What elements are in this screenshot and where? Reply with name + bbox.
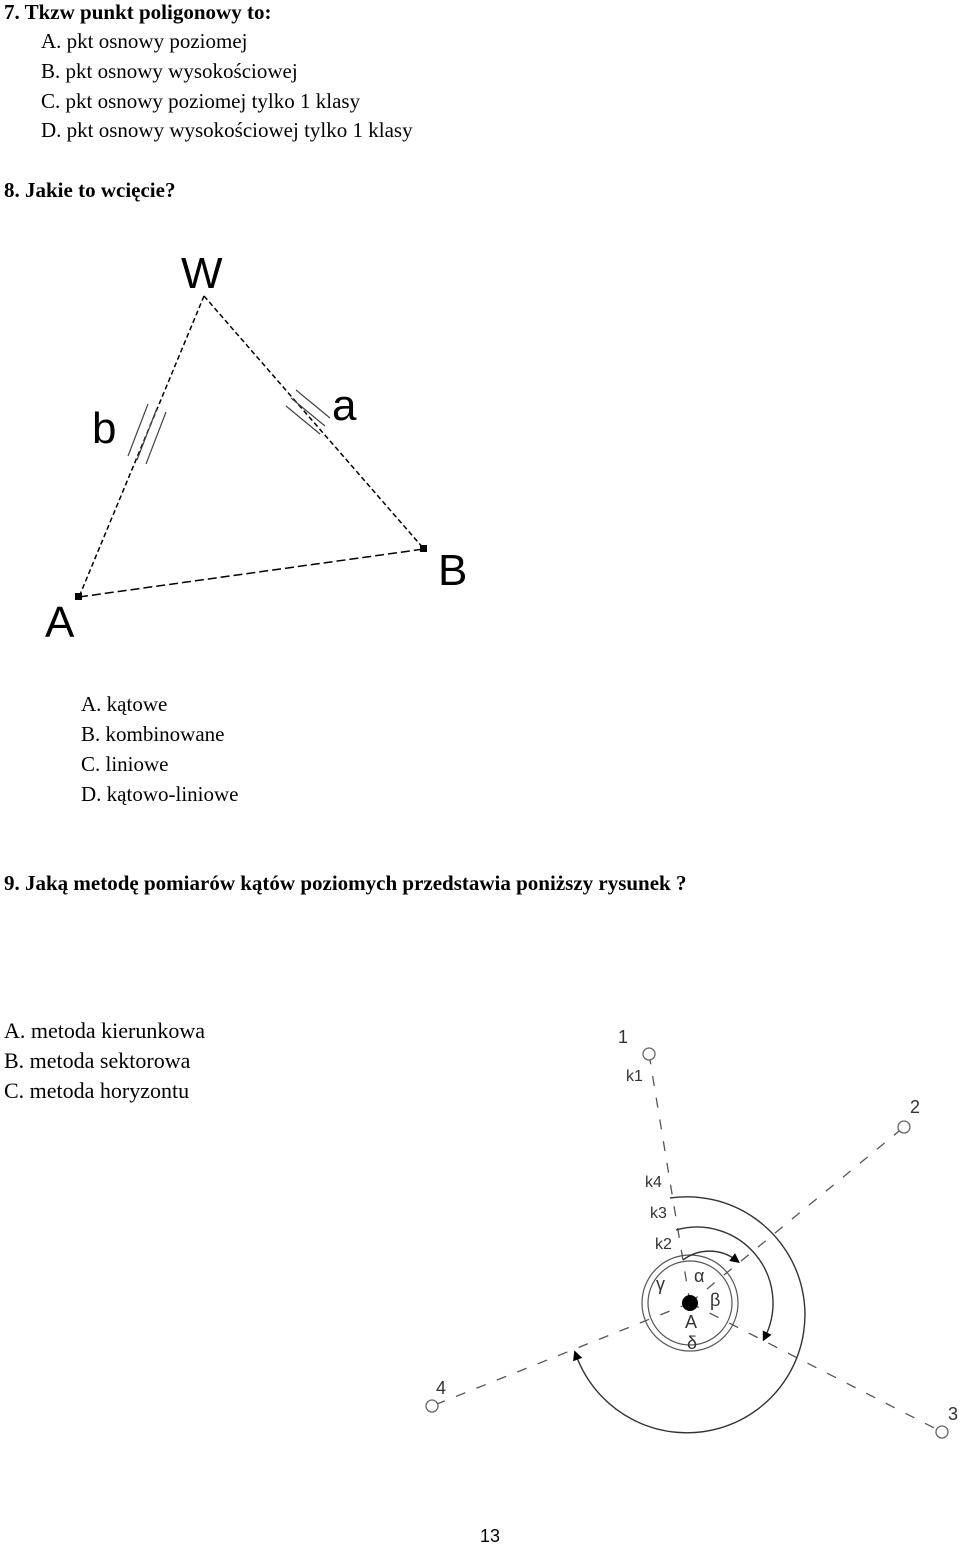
q7-title: 7. Tkzw punkt poligonowy to: xyxy=(4,0,272,24)
q9-title: 9. Jaką metodę pomiarów kątów poziomych przedstawia poniższy rysunek ? xyxy=(4,871,687,895)
label-3: 3 xyxy=(948,1404,959,1424)
label-alpha: α xyxy=(694,1266,705,1286)
label-4: 4 xyxy=(436,1378,447,1398)
target-4 xyxy=(426,1400,438,1412)
q8-option-d: D. kątowo-liniowe xyxy=(81,782,239,806)
intersection-diagram xyxy=(0,230,520,660)
q9-option-b: B. metoda sektorowa xyxy=(4,1048,191,1073)
q8-option-c: C. liniowe xyxy=(81,752,169,776)
angle-method-diagram xyxy=(400,1010,960,1490)
center-point xyxy=(682,1295,698,1311)
label-center-a: A xyxy=(685,1312,698,1332)
label-w: W xyxy=(181,249,223,298)
label-1: 1 xyxy=(618,1027,629,1047)
tick-a-2 xyxy=(291,398,325,426)
q8-title: 8. Jakie to wcięcie? xyxy=(4,178,176,202)
target-1 xyxy=(643,1048,655,1060)
q8-option-b: B. kombinowane xyxy=(81,722,225,746)
point-b-marker xyxy=(420,545,427,552)
label-k3: k3 xyxy=(650,1205,667,1222)
tick-a-1 xyxy=(296,390,330,418)
tick-b-2 xyxy=(137,408,157,460)
label-point-a: A xyxy=(45,598,75,647)
tick-b-3 xyxy=(146,412,166,464)
side-a-line xyxy=(204,296,424,549)
label-b-side: b xyxy=(92,404,117,453)
label-gamma: γ xyxy=(656,1274,665,1294)
q7-option-d: D. pkt osnowy wysokościowej tylko 1 klasy xyxy=(41,118,413,142)
label-beta: β xyxy=(710,1290,721,1310)
target-2 xyxy=(898,1121,910,1133)
tick-a-3 xyxy=(286,406,320,434)
label-a-side: a xyxy=(332,381,357,430)
label-2: 2 xyxy=(910,1097,921,1117)
tick-b-1 xyxy=(128,404,148,456)
page-number: 13 xyxy=(480,1526,501,1546)
label-point-b: B xyxy=(438,546,468,595)
q8-option-a: A. kątowe xyxy=(81,692,168,716)
base-line xyxy=(79,549,424,597)
target-3 xyxy=(936,1426,948,1438)
label-delta: δ xyxy=(687,1333,698,1353)
label-k4: k4 xyxy=(645,1174,662,1191)
q7-option-c: C. pkt osnowy poziomej tylko 1 klasy xyxy=(41,89,361,113)
q7-option-a: A. pkt osnowy poziomej xyxy=(41,29,248,53)
q9-option-c: C. metoda horyzontu xyxy=(4,1078,190,1103)
label-k1: k1 xyxy=(626,1068,643,1085)
point-a-marker xyxy=(75,593,82,600)
q9-option-a: A. metoda kierunkowa xyxy=(4,1018,205,1043)
q7-option-b: B. pkt osnowy wysokościowej xyxy=(41,59,298,83)
label-k2: k2 xyxy=(655,1236,672,1253)
